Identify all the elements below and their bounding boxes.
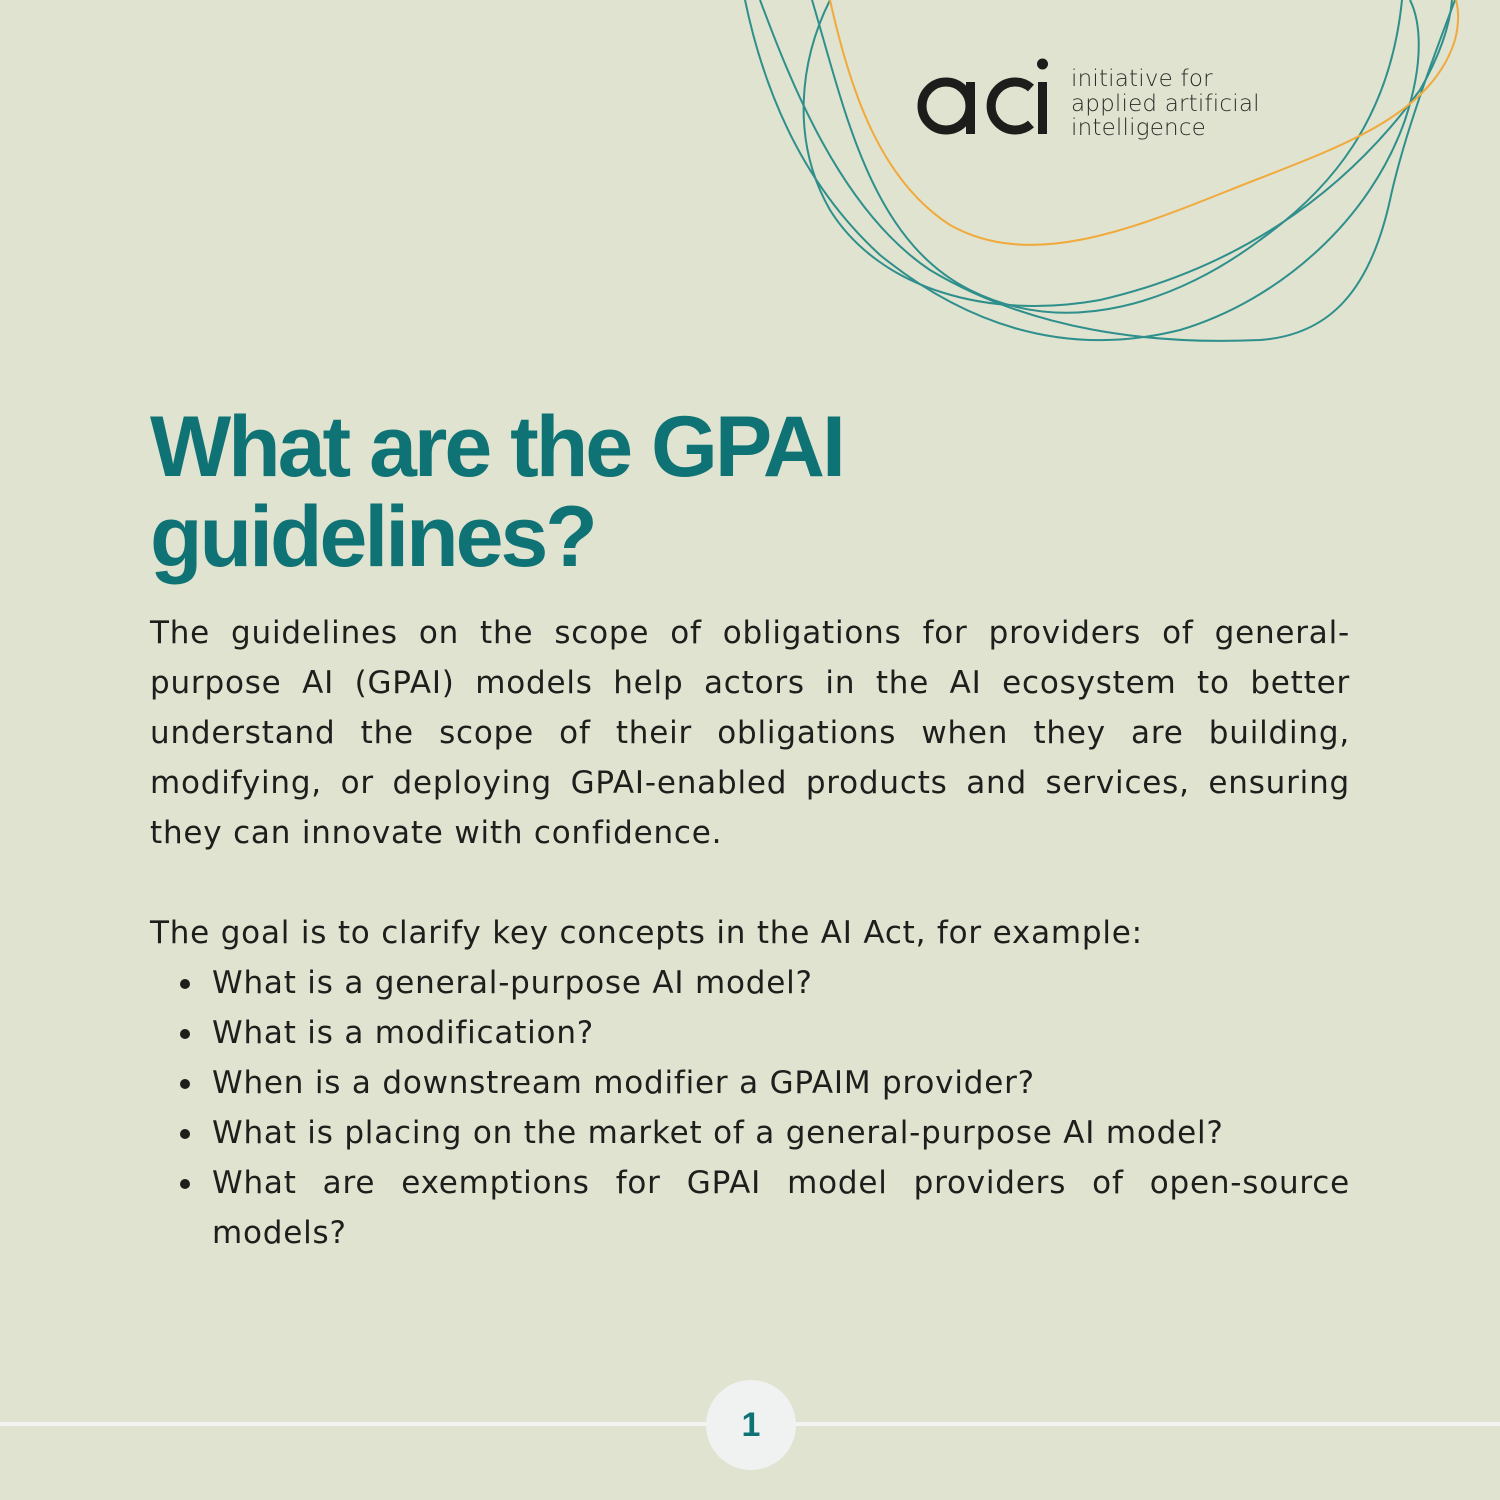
bullet-icon	[180, 1029, 190, 1039]
bullet-icon	[180, 979, 190, 989]
bullet-icon	[180, 1179, 190, 1189]
list-item-text: What is a modification?	[212, 1015, 595, 1051]
page-title-line-2: guidelines?	[150, 489, 595, 585]
list-item-text: What is placing on the market of a general-purpose AI model?	[212, 1115, 1224, 1151]
aci-logo-tagline	[1071, 67, 1260, 141]
decor-line-teal-1	[745, 0, 1419, 340]
page-number-badge	[706, 1380, 796, 1470]
intro-paragraph: The guidelines on the scope of obligations for providers of general-purpose AI (GPAI) models help actors in the AI ecosystem to better understand the scope of their obligations when they are building, modifying, or deploying GPAI-enabled products and services, ensuring they can innovate with confidence.	[150, 615, 1350, 851]
decor-line-teal-3	[804, 0, 1452, 306]
bullet-icon	[180, 1129, 190, 1139]
logo-tagline-line: intelligence	[1071, 115, 1207, 141]
page-number: 1	[741, 1405, 761, 1444]
list-item-text: What is a general-purpose AI model?	[212, 965, 813, 1001]
list-item	[150, 1008, 1350, 1058]
aci-logo	[915, 55, 1285, 145]
list-item	[150, 1108, 1350, 1158]
logo-tagline-line: applied artificial	[1071, 90, 1260, 117]
list-item-text: When is a downstream modifier a GPAIM provider?	[212, 1065, 1035, 1101]
list-item-text: What are exemptions for GPAI model providers of open-source models?	[212, 1165, 1350, 1251]
bullet-icon	[180, 1079, 190, 1089]
list-item	[150, 958, 1350, 1008]
aci-logo-mark	[915, 55, 1055, 145]
body-content	[150, 608, 1350, 1258]
list-item	[150, 1158, 1350, 1258]
page-title-line-1: What are the GPAI	[150, 399, 843, 495]
page-title	[150, 399, 1150, 585]
list-item	[150, 1058, 1350, 1108]
decor-line-teal-2	[760, 0, 1455, 341]
goal-paragraph: The goal is to clarify key concepts in the AI Act, for example:	[150, 915, 1143, 951]
concept-list	[150, 958, 1350, 1258]
logo-tagline-line: initiative for	[1071, 66, 1213, 92]
